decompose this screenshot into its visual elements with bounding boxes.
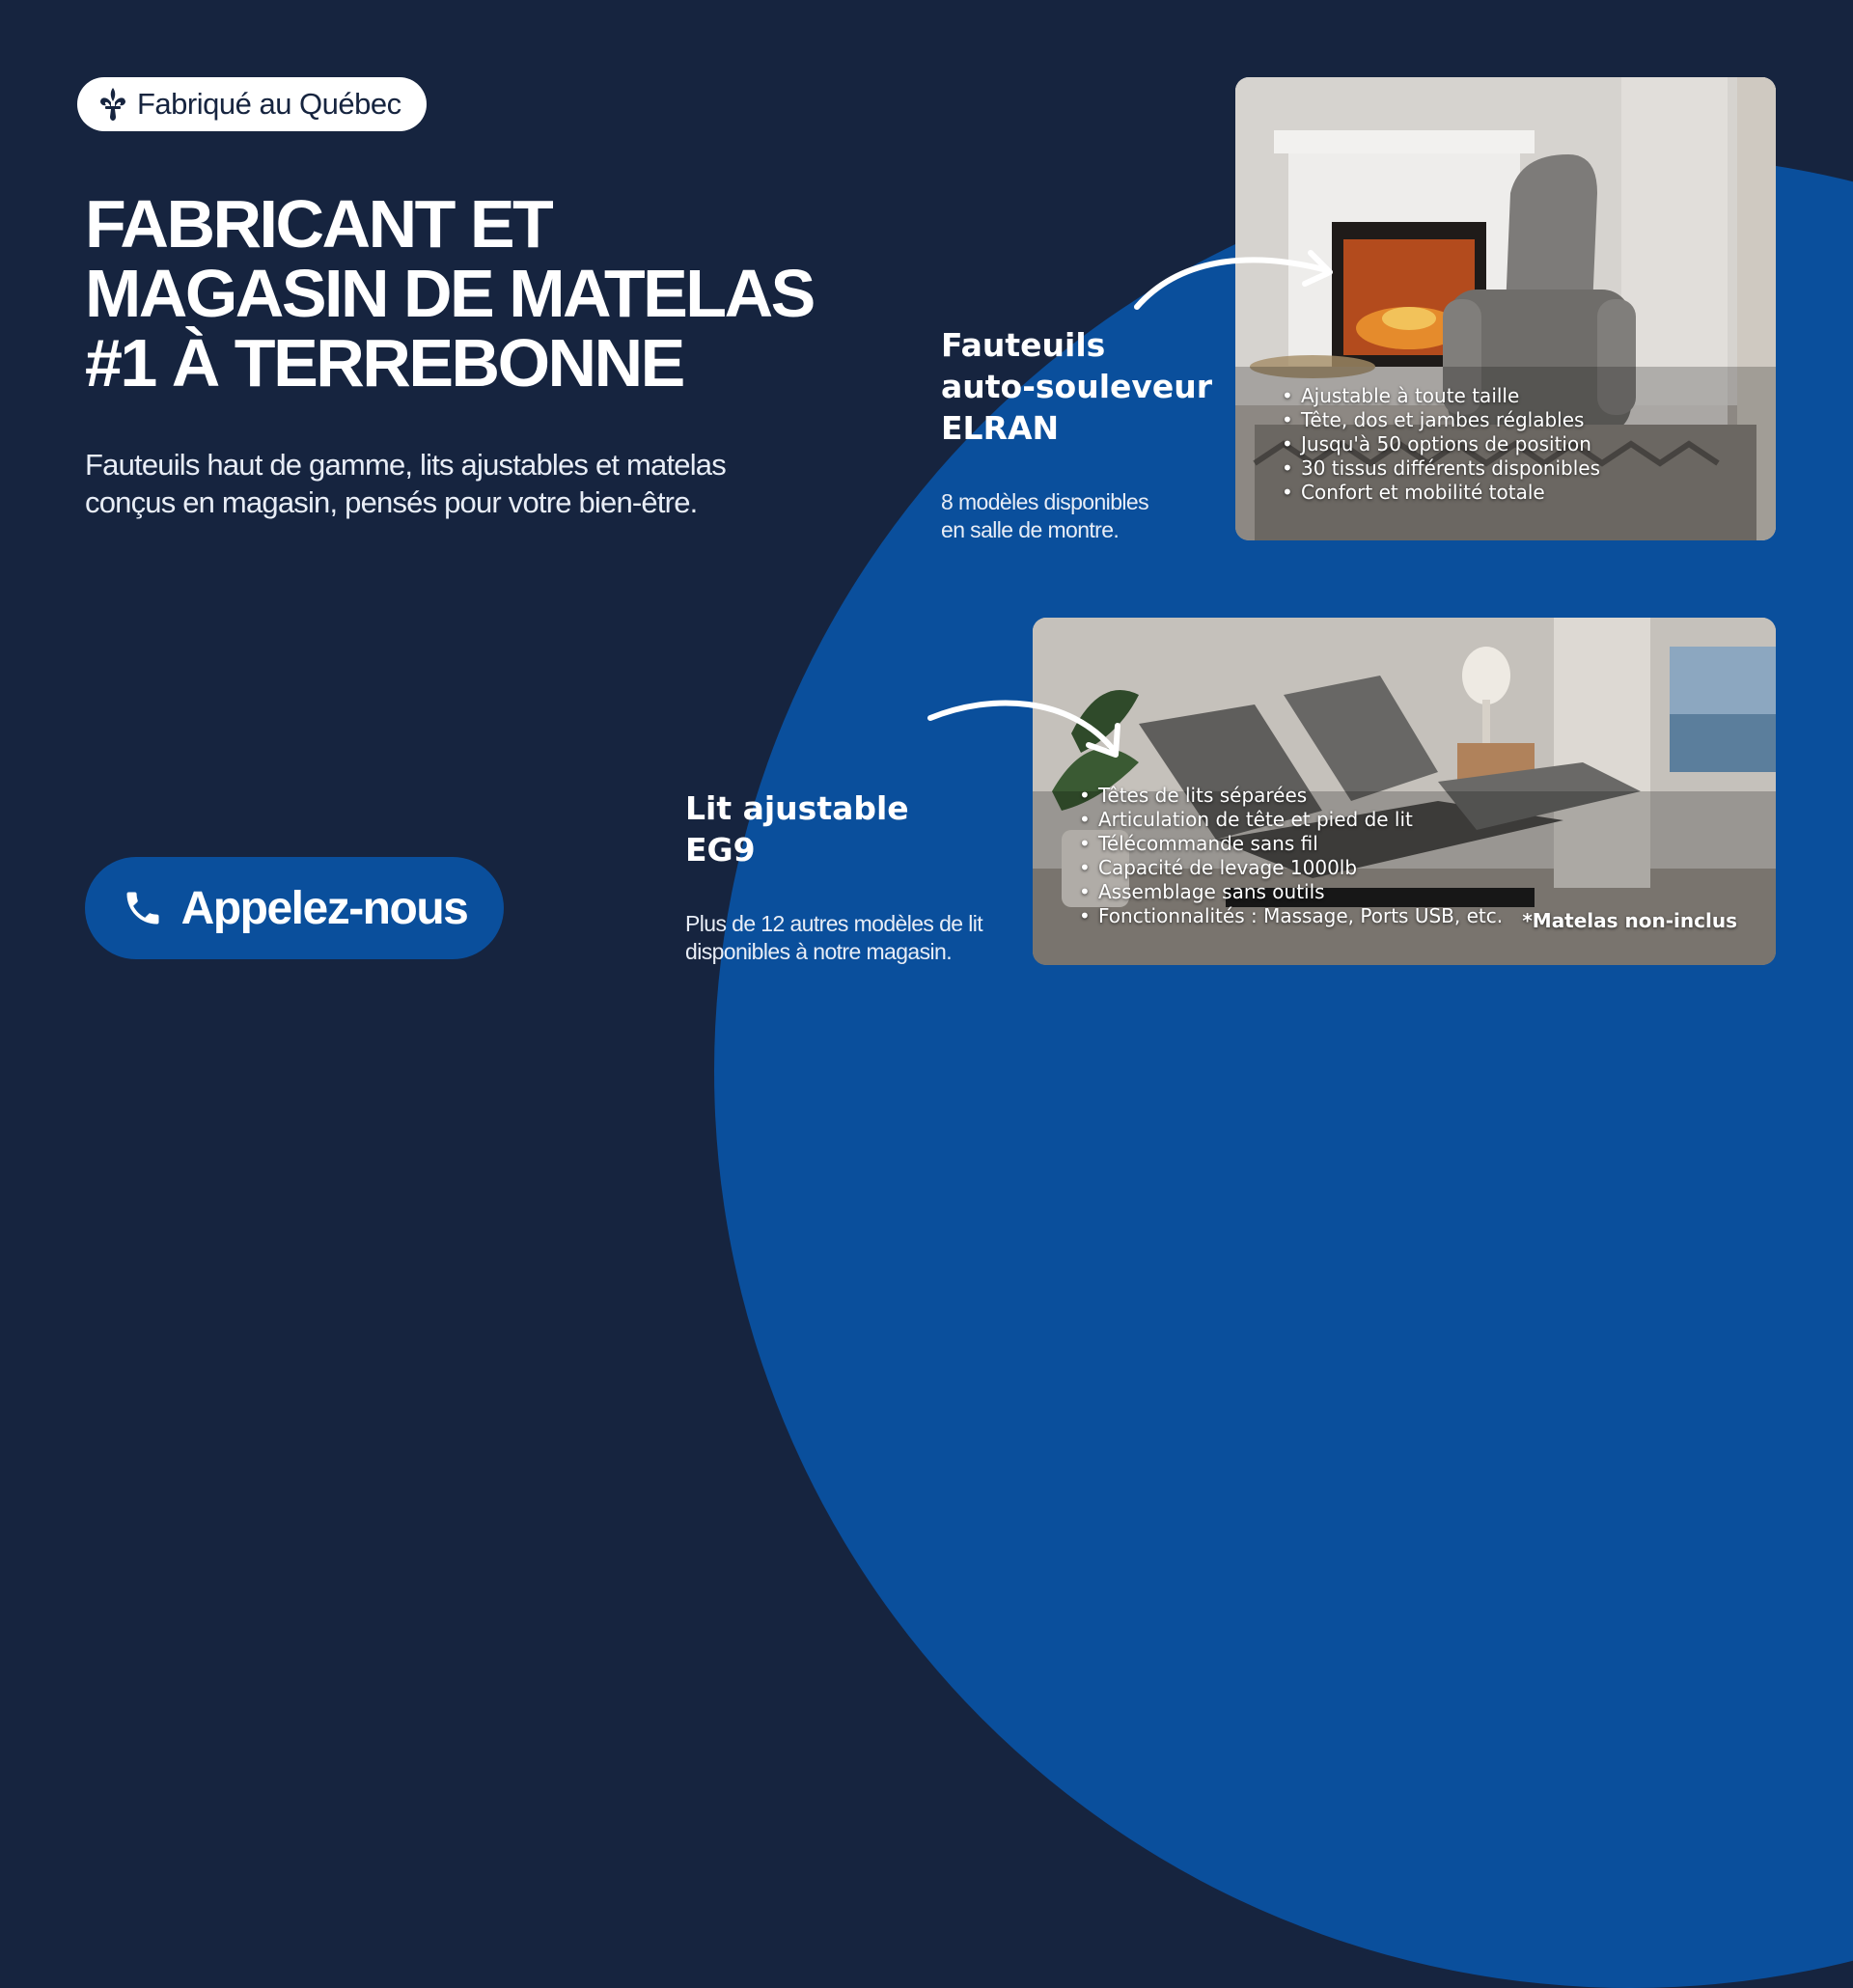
product-title-line: Fauteuils [941,326,1106,364]
mattress-not-included-note: *Matelas non-inclus [1522,909,1737,932]
feature-item: • Tête, dos et jambes réglables [1282,408,1600,432]
product-title-line: auto-souleveur [941,368,1213,405]
badge-label: Fabriqué au Québec [137,87,401,121]
product-description-line: en salle de montre. [941,517,1120,542]
headline-line-2: MAGASIN DE MATELAS [85,256,814,331]
feature-item: • Fonctionnalités : Massage, Ports USB, etc. [1079,904,1503,928]
feature-item: • Capacité de levage 1000lb [1079,856,1503,880]
made-in-quebec-badge [77,77,427,131]
product-title-line: ELRAN [941,409,1060,447]
curved-arrow-icon [925,689,1127,766]
feature-item: • Jusqu'à 50 options de position [1282,432,1600,456]
feature-item: • Têtes de lits séparées [1079,784,1503,808]
call-us-label: Appelez-nous [180,882,468,934]
feature-item: • Télécommande sans fil [1079,832,1503,856]
feature-item: • Articulation de tête et pied de lit [1079,808,1503,832]
product-title-line: Lit ajustable [685,789,909,827]
adjustable-bed-photo [1033,618,1776,965]
subtitle-line-2: conçus en magasin, pensés pour votre bien-être. [85,485,698,519]
product-title-line: EG9 [685,831,756,869]
product-description-line: Plus de 12 autres modèles de lit [685,911,983,936]
fleur-de-lis-icon [98,87,127,122]
main-headline [85,186,814,400]
product-description-line: 8 modèles disponibles [941,489,1148,514]
product-description-bed [685,910,982,966]
product-description-line: disponibles à notre magasin. [685,939,952,964]
feature-item: • Assemblage sans outils [1079,880,1503,904]
bed-feature-list [1079,784,1503,928]
headline-line-1: FABRICANT ET [85,186,552,262]
feature-item: • Confort et mobilité totale [1282,481,1600,505]
headline-line-3: #1 À TERREBONNE [85,325,683,400]
subtitle-line-1: Fauteuils haut de gamme, lits ajustables et matelas [85,448,726,482]
call-us-button[interactable] [85,857,504,959]
curved-arrow-icon [1129,241,1341,318]
recliner-feature-list [1282,384,1600,505]
product-title-bed [685,787,909,870]
subtitle [85,446,799,521]
feature-item: • 30 tissus différents disponibles [1282,456,1600,481]
feature-item: • Ajustable à toute taille [1282,384,1600,408]
product-description-recliner [941,488,1148,544]
product-title-recliner [941,324,1212,449]
phone-icon [122,887,164,929]
